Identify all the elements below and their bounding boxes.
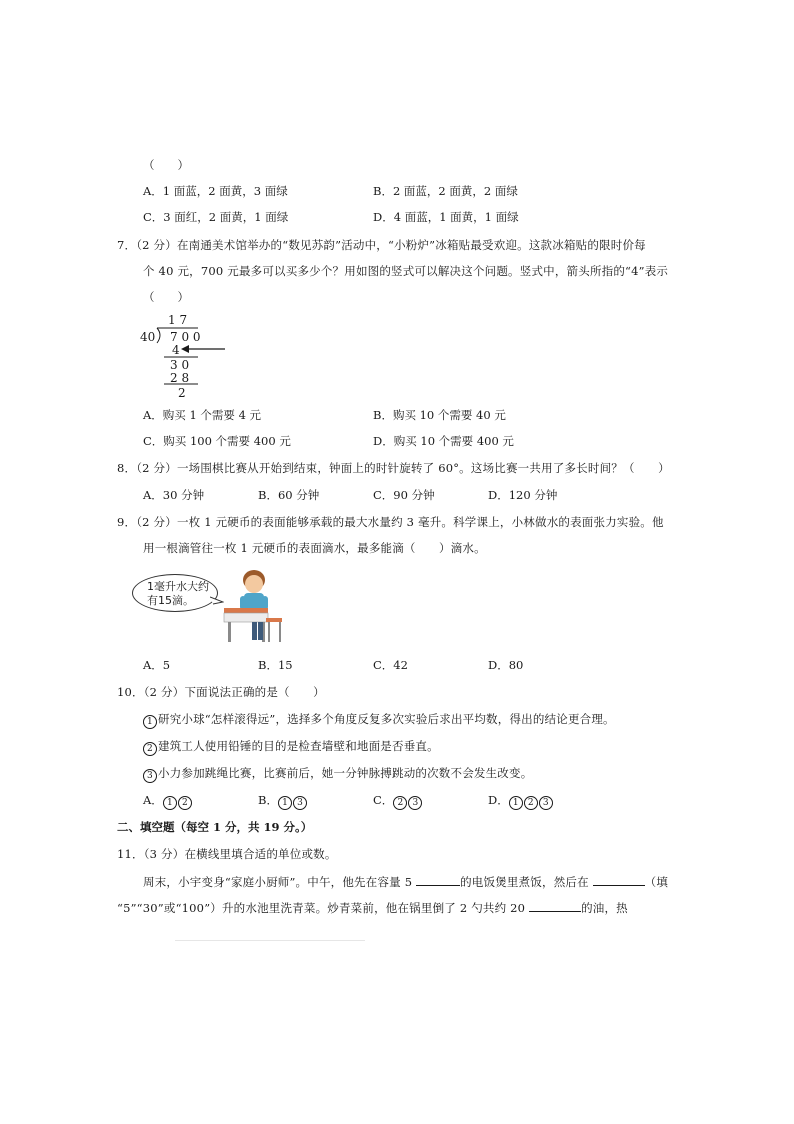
q8-option-b: B．60 分钟 (258, 488, 320, 502)
q6-answer-paren: （ ） (143, 158, 189, 172)
q8-text: 8．（2 分）一场围棋比赛从开始到结束，钟面上的时针旋转了 60°。这场比赛一共用了多长时间？（ ） (117, 461, 670, 475)
q6-option-c: C．3 面红，2 面黄，1 面绿 (143, 210, 289, 224)
speech-bubble (132, 574, 218, 612)
circled-number: 2 (143, 742, 157, 756)
student-at-desk-illustration (222, 566, 286, 646)
q7-option-b: B．购买 10 个需要 40 元 (373, 408, 506, 422)
division-step-2: 3 0 (170, 358, 190, 372)
speech-bubble-line1: 1毫升水大约 (147, 580, 209, 593)
q9-option-c: C．42 (373, 658, 408, 672)
q10-statement-1: 1 研究小球“怎样滚得远”，选择多个角度反复多次实验后求出平均数，得出的结论更合理。 (143, 711, 615, 729)
q9-option-b: B．15 (258, 658, 293, 672)
q9-option-d: D．80 (488, 658, 524, 672)
circled-number: 3 (143, 769, 157, 783)
q8-option-c: C．90 分钟 (373, 488, 435, 502)
q11-paragraph-line2: “5”“30”或“100”）升的水池里洗青菜。炒青菜前，他在锅里倒了 2 勺共约 20 的油，热 (117, 901, 628, 915)
fill-blank-1[interactable] (416, 873, 460, 886)
division-divisor: 40 (140, 330, 156, 344)
q11-text: 11．（3 分）在横线里填合适的单位或数。 (117, 847, 337, 861)
q7-option-d: D．购买 10 个需要 400 元 (373, 434, 514, 448)
division-remainder: 2 (178, 386, 186, 400)
q7-option-a: A．购买 1 个需要 4 元 (143, 408, 262, 422)
q7-text-line1: 7．（2 分）在南通美术馆举办的“数见苏韵”活动中，“小粉炉”冰箱贴最受欢迎。这款冰箱贴的限时价每 (117, 238, 646, 252)
q6-option-b: B．2 面蓝，2 面黄，2 面绿 (373, 184, 518, 198)
fill-blank-3[interactable] (529, 899, 581, 912)
q7-answer-paren: （ ） (143, 290, 189, 304)
q6-option-d: D．4 面蓝，1 面黄，1 面绿 (373, 210, 519, 224)
division-lines (130, 313, 205, 403)
division-step-1: 4 (172, 343, 180, 357)
q11-paragraph-line1: 周末，小宇变身“家庭小厨师”。中午，他先在容量 5 的电饭煲里煮饭，然后在 （填 (143, 875, 669, 889)
q9-text-line2: 用一根滴管往一枚 1 元硬币的表面滴水，最多能滴（ ）滴水。 (143, 541, 486, 555)
fill-blank-2[interactable] (593, 873, 645, 886)
division-dividend: 7 0 0 (170, 330, 201, 344)
q6-option-a: A．1 面蓝，2 面黄，3 面绿 (143, 184, 288, 198)
circled-number: 1 (143, 715, 157, 729)
q10-statement-2: 2 建筑工人使用铅锤的目的是检查墙壁和地面是否垂直。 (143, 738, 439, 756)
q10-option-b: B． 1 3 (258, 792, 308, 810)
q10-option-d: D． 1 2 3 (488, 792, 554, 810)
speech-bubble-line2: 有15滴。 (147, 594, 194, 607)
section-title: 二、填空题（每空 1 分，共 19 分。） (117, 820, 313, 834)
q10-option-a: A． 1 2 (143, 792, 193, 810)
q9-text-line1: 9．（2 分）一枚 1 元硬币的表面能够承载的最大水量约 3 毫升。科学课上，小林做水的表面张力实验。他 (117, 515, 664, 529)
q10-option-c: C． 2 3 (373, 792, 423, 810)
division-quotient: 1 7 (168, 313, 188, 327)
q10-statement-3: 3 小力参加跳绳比赛，比赛前后，她一分钟脉搏跳动的次数不会发生改变。 (143, 765, 532, 783)
division-step-3: 2 8 (170, 371, 190, 385)
q8-option-d: D．120 分钟 (488, 488, 558, 502)
q8-option-a: A．30 分钟 (143, 488, 205, 502)
q7-text-line2: 个 40 元，700 元最多可以买多少个？用如图的竖式可以解决这个问题。竖式中，箭头所指的“4”表示 (143, 264, 669, 278)
footer-divider (175, 940, 365, 941)
q7-option-c: C．购买 100 个需要 400 元 (143, 434, 291, 448)
long-division-diagram (130, 313, 205, 403)
q10-text: 10．（2 分）下面说法正确的是（ ） (117, 685, 325, 699)
arrow-left-icon (180, 343, 226, 355)
q9-option-a: A．5 (143, 658, 171, 672)
